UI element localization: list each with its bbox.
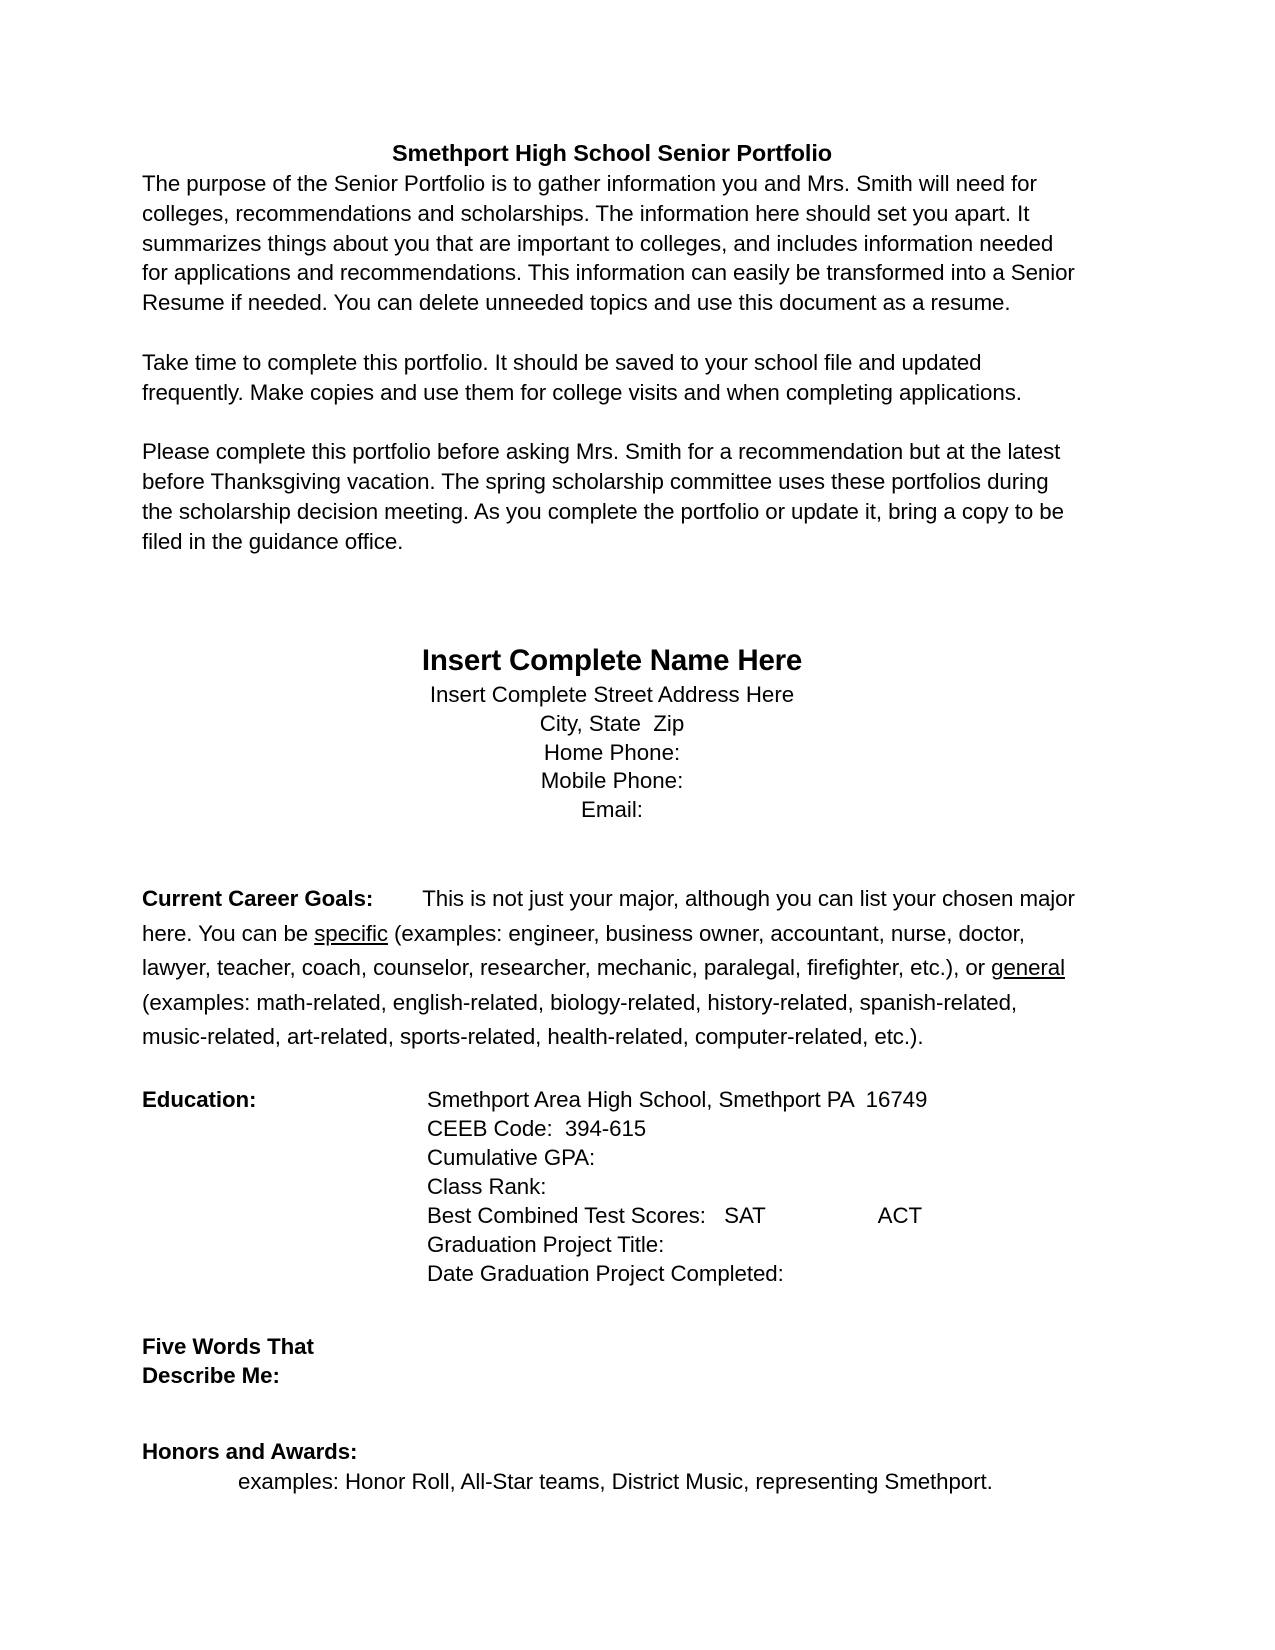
paragraph-spacer [142, 407, 1082, 437]
document-body [142, 138, 1082, 1497]
career-goals-section [142, 882, 1082, 1055]
applicant-name: Insert Complete Name Here [421, 644, 803, 678]
street-address: Insert Complete Street Address Here [429, 682, 795, 708]
career-goals-text-2: (examples: engineer, business owner, accountant, nurse, doctor, lawyer, teacher, coach, counselor, researcher, mechanic, paralegal, firefighter, etc.), or [142, 920, 1025, 981]
test-scores-sat: Best Combined Test Scores: SAT [427, 1202, 766, 1228]
education-details [427, 1085, 1082, 1288]
honors-awards-section [142, 1437, 1082, 1497]
contact-name-block [142, 642, 1082, 824]
honors-awards-examples: examples: Honor Roll, All-Star teams, District Music, representing Smethport. [238, 1469, 993, 1495]
honors-awards-label: Honors and Awards: [142, 1438, 358, 1464]
paragraph-spacer [142, 318, 1082, 348]
career-goals-gap [373, 886, 422, 911]
five-words-line-1: Five Words That [142, 1333, 314, 1359]
education-ceeb-code: CEEB Code: 394-615 [427, 1115, 647, 1141]
career-goals-text-3: (examples: math-related, english-related, biology-related, history-related, spanish-related, music-related, art-related, sports-related, health-related, computer-related, etc.). [142, 989, 1018, 1050]
email-label: Email: [581, 796, 643, 822]
intro-paragraph-3: Please complete this portfolio before asking Mrs. Smith for a recommendation but at the latest before Thanksgiving vacation. The spring scholarship committee uses these portfolios during the scholarship decision meeting. As you complete the portfolio or update it, bring a copy to be filed in the guidance office. [142, 439, 1064, 554]
page-title: Smethport High School Senior Portfolio [391, 140, 833, 166]
education-label: Education: [142, 1086, 257, 1112]
education-section [142, 1085, 1082, 1288]
career-goals-underline-specific: specific [314, 920, 388, 946]
career-goals-underline-general: general [991, 955, 1065, 981]
education-grad-project-date: Date Graduation Project Completed: [427, 1260, 784, 1286]
education-test-scores [427, 1201, 1082, 1230]
intro-paragraph-1: The purpose of the Senior Portfolio is to gather information you and Mrs. Smith will need for colleges, recommendations and scholarships. The information here should set you apart. It summarizes things about you that are important to colleges, and includes information needed for applications and recommendations. This information can easily be transformed into a Senior Resume if needed. You can delete unneeded topics and use this document as a resume. [142, 171, 1075, 316]
mobile-phone-label: Mobile Phone: [540, 768, 684, 794]
education-cumulative-gpa: Cumulative GPA: [427, 1144, 596, 1170]
education-grad-project-title: Graduation Project Title: [427, 1231, 665, 1257]
five-words-line-2: Describe Me: [142, 1363, 280, 1389]
five-words-section [142, 1332, 1082, 1391]
city-state-zip: City, State Zip [539, 711, 685, 737]
career-goals-label: Current Career Goals: [142, 886, 374, 912]
home-phone-label: Home Phone: [543, 739, 681, 765]
education-school: Smethport Area High School, Smethport PA 16749 [427, 1086, 928, 1112]
career-goals-text-1: This is not just your major, although you can list your chosen major here. You can be [142, 886, 1075, 946]
education-class-rank: Class Rank: [427, 1173, 547, 1199]
test-scores-act: ACT [877, 1202, 923, 1228]
intro-paragraph-2: Take time to complete this portfolio. It should be saved to your school file and updated frequently. Make copies and use them for college visits and when completing applications. [142, 349, 1022, 405]
